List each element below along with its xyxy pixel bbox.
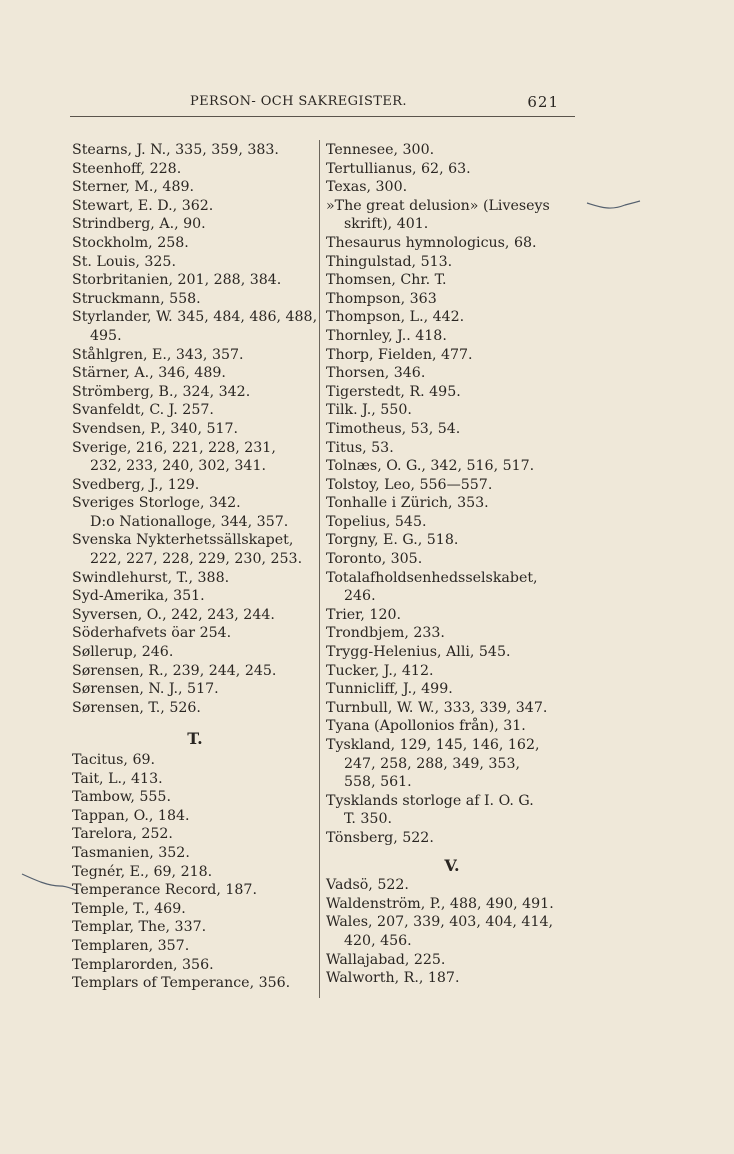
index-entry: Trygg-Helenius, Alli, 545. xyxy=(326,644,511,661)
index-entry-continuation: 222, 227, 228, 229, 230, 253. xyxy=(90,551,303,568)
index-entry: Toronto, 305. xyxy=(326,551,423,568)
index-entry: Thingulstad, 513. xyxy=(326,253,453,270)
index-entry: Søllerup, 246. xyxy=(72,644,174,661)
index-entry: Thomsen, Chr. T. xyxy=(326,272,447,289)
index-entry: Templaren, 357. xyxy=(72,937,190,954)
index-entry: Texas, 300. xyxy=(326,179,408,196)
index-entry: Thompson, L., 442. xyxy=(326,309,465,326)
index-entry: Tunnicliff, J., 499. xyxy=(326,681,453,698)
index-entry: Sveriges Storloge, 342. xyxy=(72,495,241,512)
index-entry: Trier, 120. xyxy=(326,606,402,623)
index-entry: St. Louis, 325. xyxy=(72,253,176,270)
index-entry: Ståhlgren, E., 343, 357. xyxy=(72,346,244,363)
index-entry: Tilk. J., 550. xyxy=(326,402,412,419)
index-entry: Tarelora, 252. xyxy=(72,826,173,843)
index-entry: Sørensen, R., 239, 244, 245. xyxy=(72,662,277,679)
index-entry: Thorp, Fielden, 477. xyxy=(326,346,473,363)
index-entry-continuation: 246. xyxy=(344,588,376,605)
index-entry: Svanfeldt, C. J. 257. xyxy=(72,402,214,419)
index-entry: Wallajabad, 225. xyxy=(326,951,446,968)
index-entry: Turnbull, W. W., 333, 339, 347. xyxy=(326,699,548,716)
index-entry-delusion: »The great delusion» (Liveseys xyxy=(326,197,550,214)
index-entry-dio: D:o Nationalloge, 344, 357. xyxy=(90,513,289,530)
index-entry-continuation: skrift), 401. xyxy=(344,216,429,233)
index-entry: Sørensen, T., 526. xyxy=(72,699,201,716)
index-entry: Thesaurus hymnologicus, 68. xyxy=(326,234,537,251)
index-entry: Tucker, J., 412. xyxy=(326,662,434,679)
page-number: 621 xyxy=(527,93,559,111)
index-entry: Templar, The, 337. xyxy=(72,919,207,936)
index-entry-sverige: Sverige, 216, 221, 228, 231, xyxy=(72,439,276,456)
index-entry: Temple, T., 469. xyxy=(72,900,186,917)
index-entry: Storbritanien, 201, 288, 384. xyxy=(72,272,282,289)
index-entry: Stewart, E. D., 362. xyxy=(72,197,214,214)
index-entry: Tigerstedt, R. 495. xyxy=(326,383,461,400)
index-entry-continuation: 247, 258, 288, 349, 353, xyxy=(344,755,520,772)
index-entry-wales: Wales, 207, 339, 403, 404, 414, xyxy=(326,914,554,931)
index-entry: Tacitus, 69. xyxy=(72,752,156,768)
index-entry-continuation: 232, 233, 240, 302, 341. xyxy=(90,458,266,475)
index-entry-storloge: Tysklands storloge af I. O. G. xyxy=(326,792,534,809)
index-entry: Svedberg, J., 129. xyxy=(72,476,200,493)
index-entry: Titus, 53. xyxy=(326,439,394,456)
section-heading-v: V. xyxy=(444,855,460,875)
index-entry: Steenhoff, 228. xyxy=(72,160,182,177)
index-entry: Struckmann, 558. xyxy=(72,290,201,307)
index-entry: Trondbjem, 233. xyxy=(326,625,445,642)
index-entry: Templarorden, 356. xyxy=(72,956,214,973)
index-entry: Thorsen, 346. xyxy=(326,365,426,382)
pencil-mark-left xyxy=(20,870,80,892)
column-divider xyxy=(319,140,320,998)
index-entry-continuation: 495. xyxy=(90,327,122,344)
section-heading-t: T. xyxy=(187,729,203,749)
index-entry: Tonhalle i Zürich, 353. xyxy=(326,495,489,512)
index-entry: Tennesee, 300. xyxy=(326,142,435,158)
index-entry-continuation: 420, 456. xyxy=(344,932,412,949)
index-entry-svenska: Svenska Nykterhetssällskapet, xyxy=(72,532,294,549)
index-entry-total: Totalafholdsenhedsselskabet, xyxy=(326,569,538,586)
left-column xyxy=(72,141,318,993)
index-entry: Walworth, R., 187. xyxy=(326,970,460,987)
page-header xyxy=(70,94,575,117)
index-entry: Tertullianus, 62, 63. xyxy=(326,160,471,177)
index-entry: Sterner, M., 489. xyxy=(72,179,195,196)
index-entry: Söderhafvets öar 254. xyxy=(72,625,232,642)
index-entry: Tappan, O., 184. xyxy=(72,807,190,824)
index-entry: Syversen, O., 242, 243, 244. xyxy=(72,606,275,623)
index-entry: Tait, L., 413. xyxy=(72,770,163,787)
index-entry-tyskland: Tyskland, 129, 145, 146, 162, xyxy=(326,737,540,753)
index-entry: Tasmanien, 352. xyxy=(72,844,190,861)
index-entry: Templars of Temperance, 356. xyxy=(72,975,291,992)
index-entry: Stockholm, 258. xyxy=(72,234,189,251)
index-entry: Waldenström, P., 488, 490, 491. xyxy=(326,895,554,912)
index-entry: Strömberg, B., 324, 342. xyxy=(72,383,251,400)
index-entry: Tyana (Apollonios från), 31. xyxy=(326,718,526,735)
index-entry-styrlander: Styrlander, W. 345, 484, 486, 488, xyxy=(72,309,318,326)
right-column xyxy=(326,141,578,988)
index-entry: Tegnér, E., 69, 218. xyxy=(72,863,213,880)
pencil-mark-right xyxy=(585,195,645,215)
index-entry: Timotheus, 53, 54. xyxy=(326,420,461,437)
index-entry: Tambow, 555. xyxy=(72,789,171,806)
index-entry: Strindberg, A., 90. xyxy=(72,216,206,233)
index-entry: Vadsö, 522. xyxy=(326,877,409,894)
index-entry: Syd-Amerika, 351. xyxy=(72,588,205,605)
index-entry-continuation: T. 350. xyxy=(344,811,392,828)
index-entry: Tolnæs, O. G., 342, 516, 517. xyxy=(326,458,535,475)
index-entry: Tolstoy, Leo, 556—557. xyxy=(326,476,493,493)
running-title: PERSON- OCH SAKREGISTER. xyxy=(190,94,407,109)
index-entry: Thornley, J.. 418. xyxy=(326,327,447,344)
index-entry: Topelius, 545. xyxy=(326,513,427,530)
index-entry: Stearns, J. N., 335, 359, 383. xyxy=(72,142,279,158)
index-entry: Tönsberg, 522. xyxy=(326,829,434,846)
index-entry: Stärner, A., 346, 489. xyxy=(72,365,226,382)
index-entry: Svendsen, P., 340, 517. xyxy=(72,420,239,437)
index-entry: Torgny, E. G., 518. xyxy=(326,532,459,549)
index-entry: Thompson, 363 xyxy=(326,290,437,307)
index-entry: Sørensen, N. J., 517. xyxy=(72,681,219,698)
index-entry: Temperance Record, 187. xyxy=(72,882,257,899)
index-entry-continuation: 558, 561. xyxy=(344,774,412,791)
index-entry: Swindlehurst, T., 388. xyxy=(72,569,230,586)
